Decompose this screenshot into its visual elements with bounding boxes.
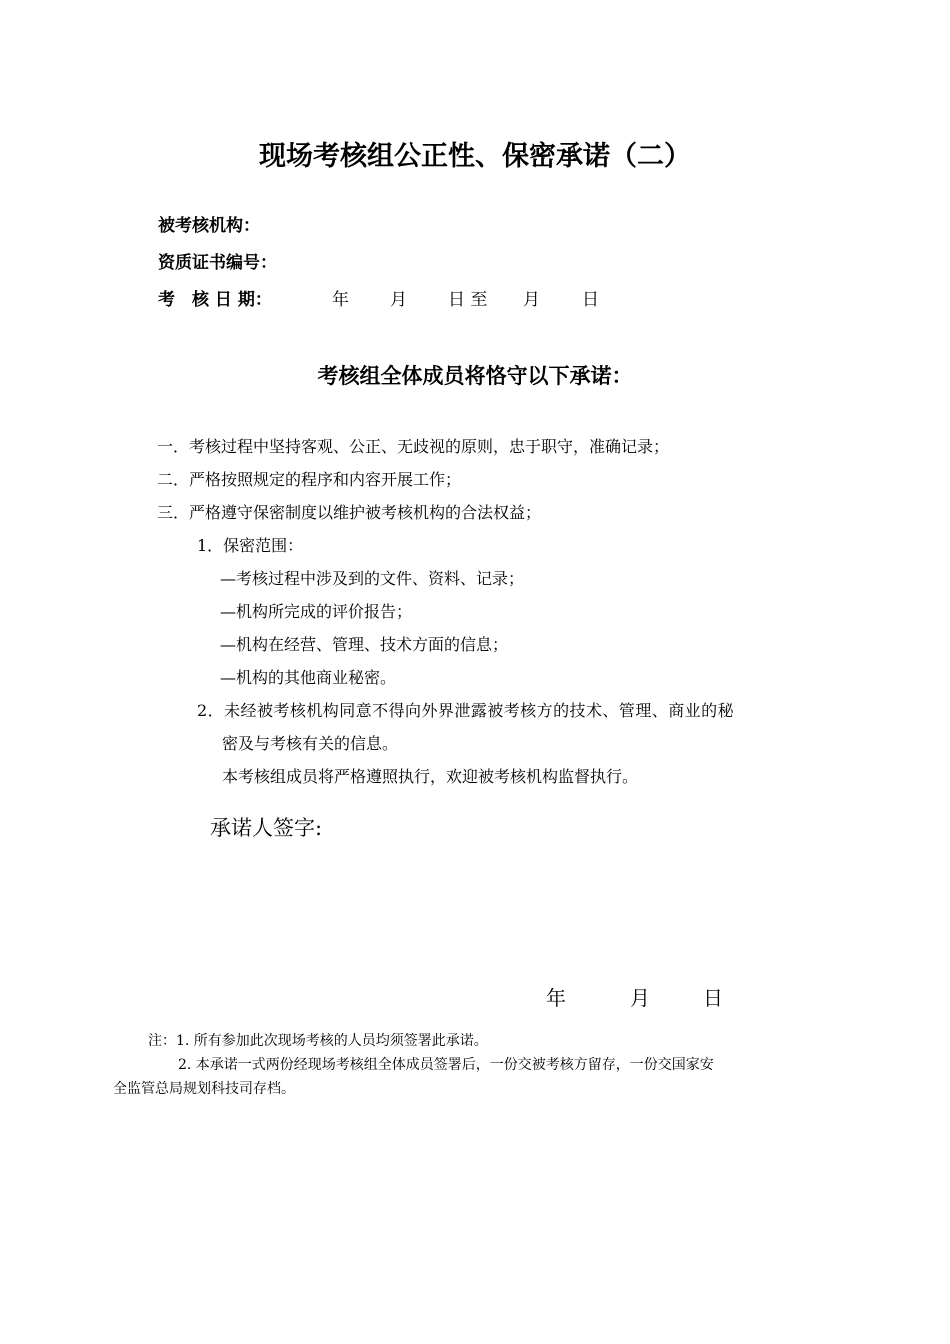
signature-label: 承诺人签字:: [210, 816, 323, 840]
closing-statement: 本考核组成员将严格遵照执行，欢迎被考核机构监督执行。: [222, 767, 639, 786]
date-year: 年: [332, 290, 349, 310]
date-month-end: 月: [523, 290, 540, 310]
date-day-end: 日: [582, 290, 599, 310]
commitment-item: 三．严格遵守保密制度以维护被考核机构的合法权益；: [157, 503, 542, 522]
note-line: 全监管总局规划科技司存档。: [113, 1081, 295, 1097]
scope-item: —机构在经营、管理、技术方面的信息；: [220, 635, 509, 654]
scope-heading: 1．保密范围：: [197, 536, 304, 555]
commitment-item: 一．考核过程中坚持客观、公正、无歧视的原则，忠于职守，准确记录；: [157, 437, 670, 456]
scope-item: —机构所完成的评价报告；: [220, 602, 413, 621]
page-title: 现场考核组公正性、保密承诺（二）: [259, 141, 691, 172]
note-line: 注：1. 所有参加此次现场考核的人员均须签署此承诺。: [148, 1033, 488, 1049]
institution-label: 被考核机构：: [158, 216, 260, 236]
confidentiality-clause: 2．未经被考核机构同意不得向外界泄露被考核方的技术、管理、商业的秘: [197, 701, 735, 720]
sign-date-day: 日: [703, 986, 723, 1010]
confidentiality-clause-cont: 密及与考核有关的信息。: [222, 734, 399, 753]
sign-date-month: 月: [630, 986, 650, 1010]
section-subtitle: 考核组全体成员将恪守以下承诺：: [317, 364, 633, 388]
review-date-label: 考 核 日 期：: [158, 290, 272, 310]
scope-item: —考核过程中涉及到的文件、资料、记录；: [220, 569, 525, 588]
date-day-to: 日 至: [448, 290, 488, 310]
scope-item: —机构的其他商业秘密。: [220, 668, 397, 687]
certificate-number-label: 资质证书编号：: [158, 253, 277, 273]
sign-date-year: 年: [546, 986, 566, 1010]
note-line: 2. 本承诺一式两份经现场考核组全体成员签署后，一份交被考核方留存，一份交国家安: [178, 1057, 714, 1073]
commitment-item: 二．严格按照规定的程序和内容开展工作；: [157, 470, 462, 489]
date-month: 月: [390, 290, 407, 310]
